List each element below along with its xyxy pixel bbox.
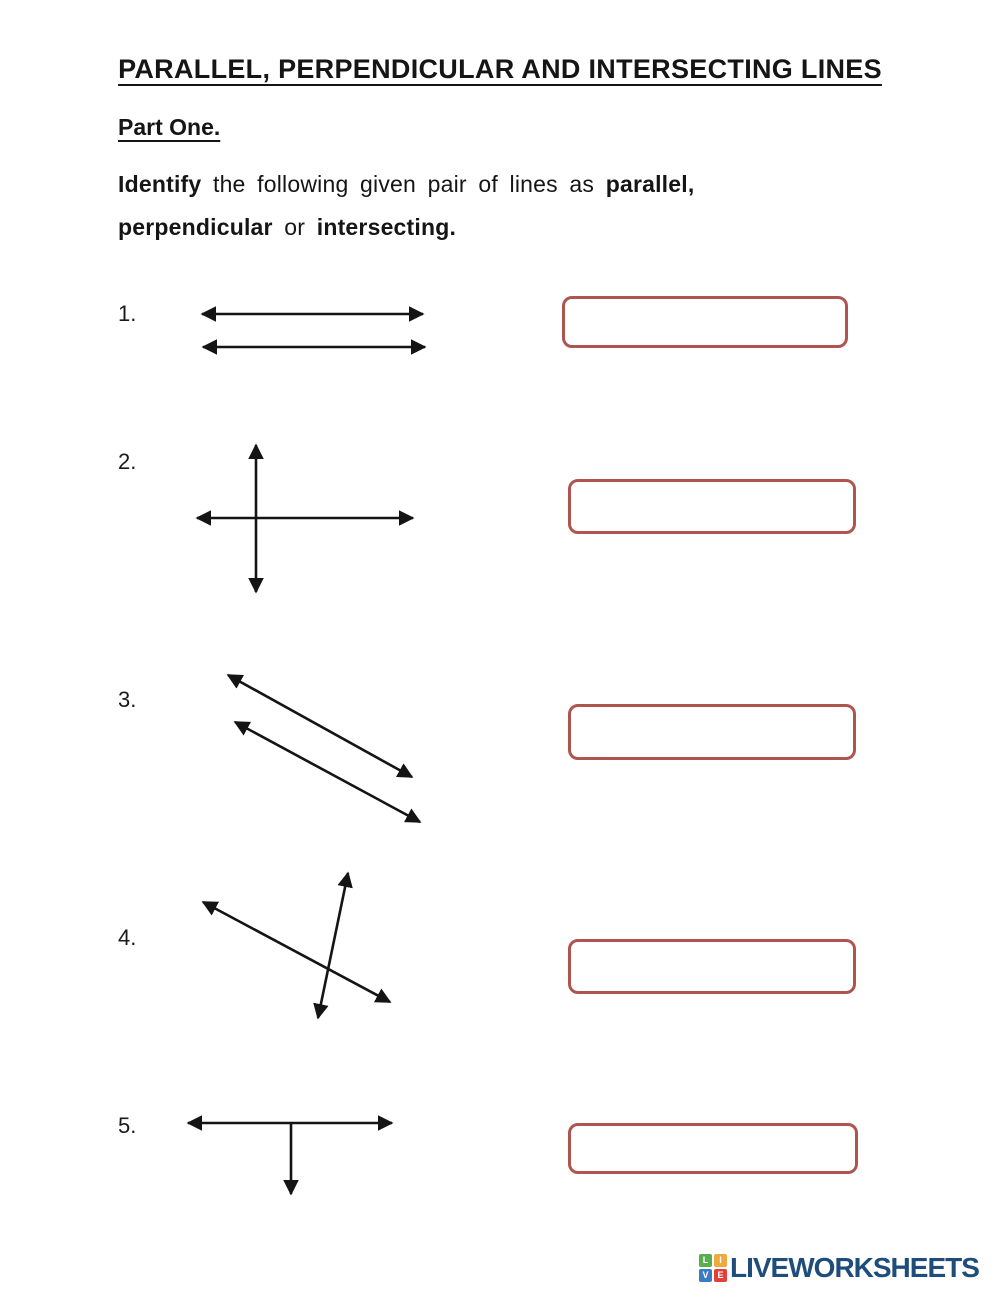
liveworksheets-icon (699, 1254, 727, 1282)
figure-perpendicular-t-lines (180, 1110, 405, 1205)
answer-box-3[interactable] (568, 704, 856, 760)
instruction-line-1: Identify the following given pair of lines as parallel, (118, 171, 695, 197)
question-number-3: 3. (118, 687, 137, 712)
logo-square-l: L (699, 1254, 712, 1267)
question-number-4: 4. (118, 925, 137, 950)
question-number-5: 5. (118, 1113, 137, 1138)
instruction-line-2: perpendicular or intersecting. (118, 214, 457, 240)
logo-square-v: V (699, 1269, 712, 1282)
liveworksheets-logo-link[interactable] (699, 1252, 979, 1284)
question-number-1: 1. (118, 301, 137, 326)
worksheet-title: PARALLEL, PERPENDICULAR AND INTERSECTING LINES (118, 54, 882, 84)
answer-box-1[interactable] (562, 296, 848, 348)
logo-square-e: E (714, 1269, 727, 1282)
figure-parallel-horizontal-lines (190, 300, 440, 360)
section-heading: Part One. (118, 114, 221, 140)
liveworksheets-wordmark: LIVEWORKSHEETS (730, 1252, 979, 1283)
answer-box-2[interactable] (568, 479, 856, 534)
answer-box-5[interactable] (568, 1123, 858, 1174)
question-number-2: 2. (118, 449, 137, 474)
figure-parallel-diagonal-lines (215, 660, 435, 832)
logo-square-i: I (714, 1254, 727, 1267)
figure-intersecting-lines (190, 860, 405, 1030)
figure-perpendicular-cross-lines (185, 435, 425, 600)
answer-box-4[interactable] (568, 939, 856, 994)
instruction-text (118, 163, 778, 249)
